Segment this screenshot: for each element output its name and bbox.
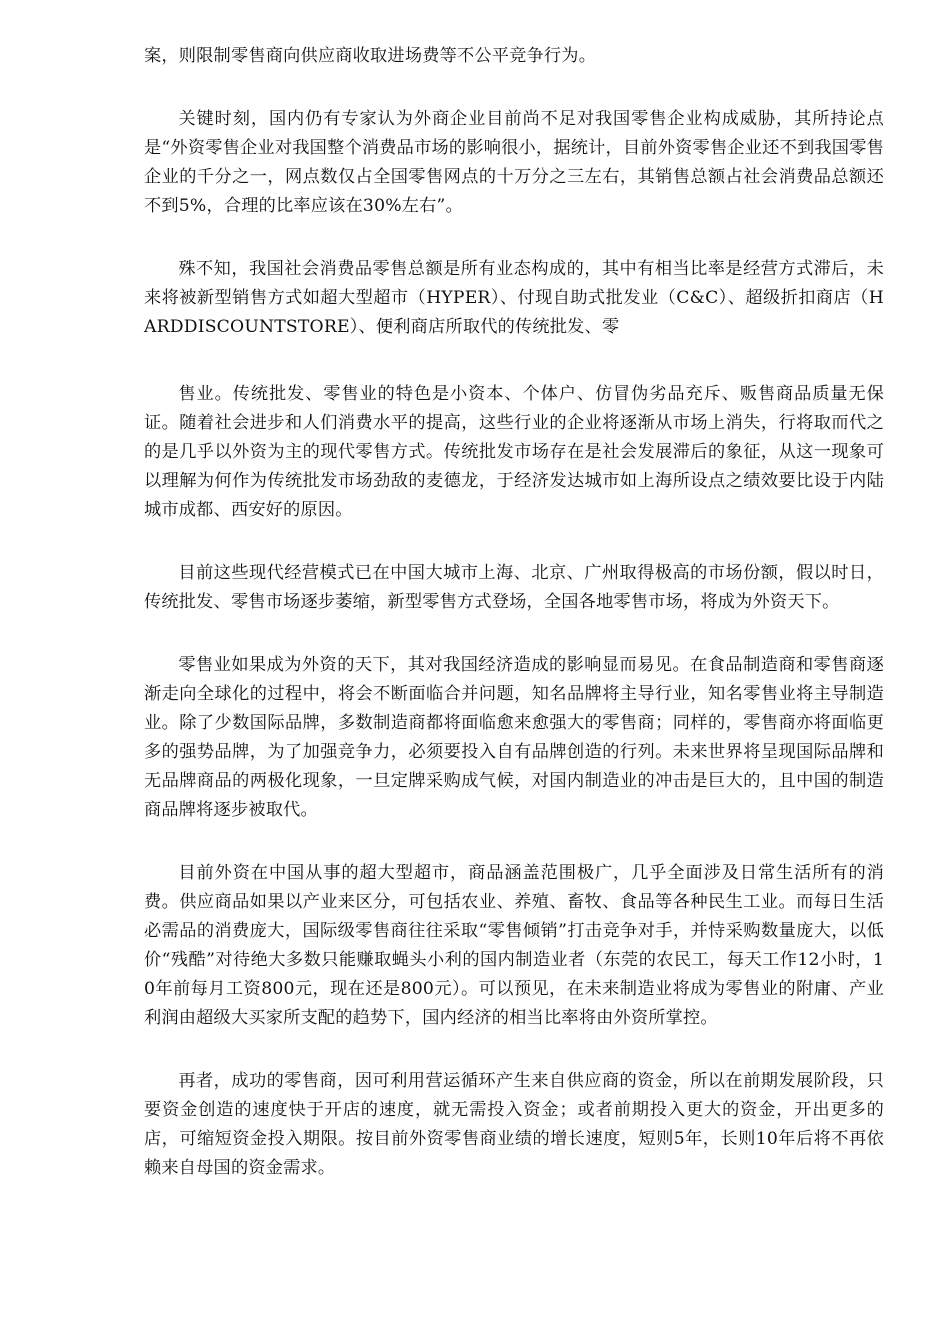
paragraph-2: 关键时刻，国内仍有专家认为外商企业目前尚不足对我国零售企业构成威胁，其所持论点是“外资零售企业对我国整个消费品市场的影响很小，据统计，目前外资零售企业还不到我国零售企业的千分之一，网点数仅占全国零售网点的十万分之三左右，其销售总额占社会消费品总额还不到5%，合理的比率应该在30%左右”。 bbox=[144, 109, 884, 216]
paragraph-4: 售业。传统批发、零售业的特色是小资本、个体户、仿冒伪劣品充斥、贩售商品质量无保证。随着社会进步和人们消费水平的提高，这些行业的企业将逐渐从市场上消失，行将取而代之的是几乎以外资为主的现代零售方式。传统批发市场存在是社会发展滞后的象征，从这一现象可以理解为何作为传统批发市场劲敌的麦德龙，于经济发达城市如上海所设点之绩效要比设于内陆城市成都、西安好的原因。 bbox=[144, 384, 884, 520]
paragraph-1: 案，则限制零售商向供应商收取进场费等不公平竞争行为。 bbox=[144, 46, 597, 66]
paragraph-3: 殊不知，我国社会消费品零售总额是所有业态构成的，其中有相当比率是经营方式滞后，未来将被新型销售方式如超大型超市（HYPER）、付现自助式批发业（C&C）、超级折扣商店（HARDDISCOUNTSTORE）、便利商店所取代的传统批发、零 bbox=[144, 259, 884, 337]
paragraph-6: 零售业如果成为外资的天下，其对我国经济造成的影响显而易见。在食品制造商和零售商逐渐走向全球化的过程中，将会不断面临合并问题，知名品牌将主导行业，知名零售业将主导制造业。除了少数国际品牌，多数制造商都将面临愈来愈强大的零售商；同样的，零售商亦将面临更多的强势品牌，为了加强竞争力，必须要投入自有品牌创造的行列。未来世界将呈现国际品牌和无品牌商品的两极化现象，一旦定牌采购成气候，对国内制造业的冲击是巨大的，且中国的制造商品牌将逐步被取代。 bbox=[144, 655, 884, 820]
paragraph-7: 目前外资在中国从事的超大型超市，商品涵盖范围极广，几乎全面涉及日常生活所有的消费。供应商品如果以产业来区分，可包括农业、养殖、畜牧、食品等各种民生工业。而每日生活必需品的消费庞大，国际级零售商往往采取“零售倾销”打击竞争对手，并恃采购数量庞大，以低价“残酷”对待绝大多数只能赚取蝇头小利的国内制造业者（东莞的农民工，每天工作12小时，10年前每月工资800元，现在还是800元）。可以预见，在未来制造业将成为零售业的附庸、产业利润由超级大买家所支配的趋势下，国内经济的相当比率将由外资所掌控。 bbox=[144, 863, 884, 1028]
paragraph-8: 再者，成功的零售商，因可利用营运循环产生来自供应商的资金，所以在前期发展阶段，只要资金创造的速度快于开店的速度，就无需投入资金；或者前期投入更大的资金，开出更多的店，可缩短资金投入期限。按目前外资零售商业绩的增长速度，短则5年，长则10年后将不再依赖来自母国的资金需求。 bbox=[144, 1071, 884, 1178]
document-page bbox=[144, 42, 884, 1217]
paragraph-5: 目前这些现代经营模式已在中国大城市上海、北京、广州取得极高的市场份额，假以时日，传统批发、零售市场逐步萎缩，新型零售方式登场，全国各地零售市场，将成为外资天下。 bbox=[144, 563, 884, 612]
